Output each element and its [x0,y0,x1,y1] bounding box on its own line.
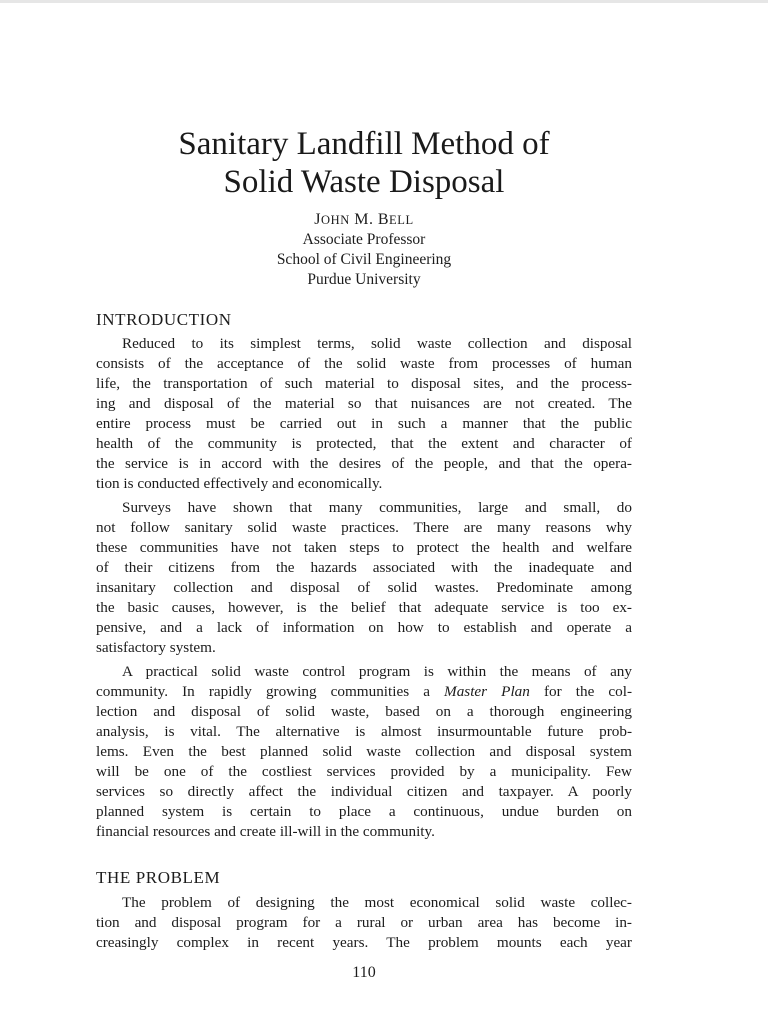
document-page [96,0,632,1024]
text-line: consists of the acceptance of the solid waste from processes of human [96,355,632,372]
paragraph-problem-1 [96,893,632,953]
text-line: life, the transportation of such material to disposal sites, and the process- [96,375,632,392]
text-line: tion and disposal program for a rural or urban area has become in- [96,914,632,931]
text-line: insanitary collection and disposal of solid wastes. Predominate among [96,579,632,596]
author-name: JOHN M. BELL [314,211,414,228]
section-heading-the-problem: THE PROBLEM [96,868,221,887]
text-line: services so directly affect the individual citizen and taxpayer. A poorly [96,783,632,800]
text-line: Surveys have shown that many communities, large and small, do [122,499,632,516]
text-line: analysis, is vital. The alternative is almost insurmountable future prob- [96,723,632,740]
author-school: School of Civil Engineering [276,251,452,268]
paper-title-line-1: Sanitary Landfill Method of [178,126,550,162]
master-plan-emphasis: Master Plan [444,683,530,700]
text-line: The problem of designing the most economical solid waste collec- [122,894,632,911]
text-line: A practical solid waste control program is within the means of any [122,663,632,680]
paragraph-intro-3 [96,662,632,842]
text-line: community. In rapidly growing communities a Master Plan for the col- [96,683,632,700]
text-line: the basic causes, however, is the belief that adequate service is too ex- [96,599,632,616]
text-line: entire process must be carried out in such a manner that the public [96,415,632,432]
text-line: financial resources and create ill-will in the community. [96,823,435,840]
text-line: tion is conducted effectively and economically. [96,475,383,492]
text-line: pensive, and a lack of information on how to establish and operate a [96,619,632,636]
paper-title-line-2: Solid Waste Disposal [223,164,505,200]
text-line: Reduced to its simplest terms, solid waste collection and disposal [122,335,632,352]
paper-title [96,125,632,201]
text-line: will be one of the costliest services provided by a municipality. Few [96,763,632,780]
text-line: these communities have not taken steps to protect the health and welfare [96,539,632,556]
text-line: planned system is certain to place a continuous, undue burden on [96,803,632,820]
text-line: the service is in accord with the desires of the people, and that the opera- [96,455,632,472]
text-line: lection and disposal of solid waste, based on a thorough engineering [96,703,632,720]
text-line: ing and disposal of the material so that nuisances are not created. The [96,395,632,412]
author-position: Associate Professor [302,231,426,248]
section-heading-introduction: INTRODUCTION [96,310,232,329]
byline [96,210,632,290]
author-university: Purdue University [307,271,421,288]
text-line: not follow sanitary solid waste practices. There are many reasons why [96,519,632,536]
text-line: of their citizens from the hazards associated with the inadequate and [96,559,632,576]
text-line: health of the community is protected, that the extent and character of [96,435,632,452]
paragraph-intro-1 [96,334,632,494]
text-line: creasingly complex in recent years. The problem mounts each year [96,934,632,951]
text-line: satisfactory system. [96,639,216,656]
page-number: 110 [352,964,376,981]
paragraph-intro-2 [96,498,632,658]
text-line: lems. Even the best planned solid waste collection and disposal system [96,743,632,760]
